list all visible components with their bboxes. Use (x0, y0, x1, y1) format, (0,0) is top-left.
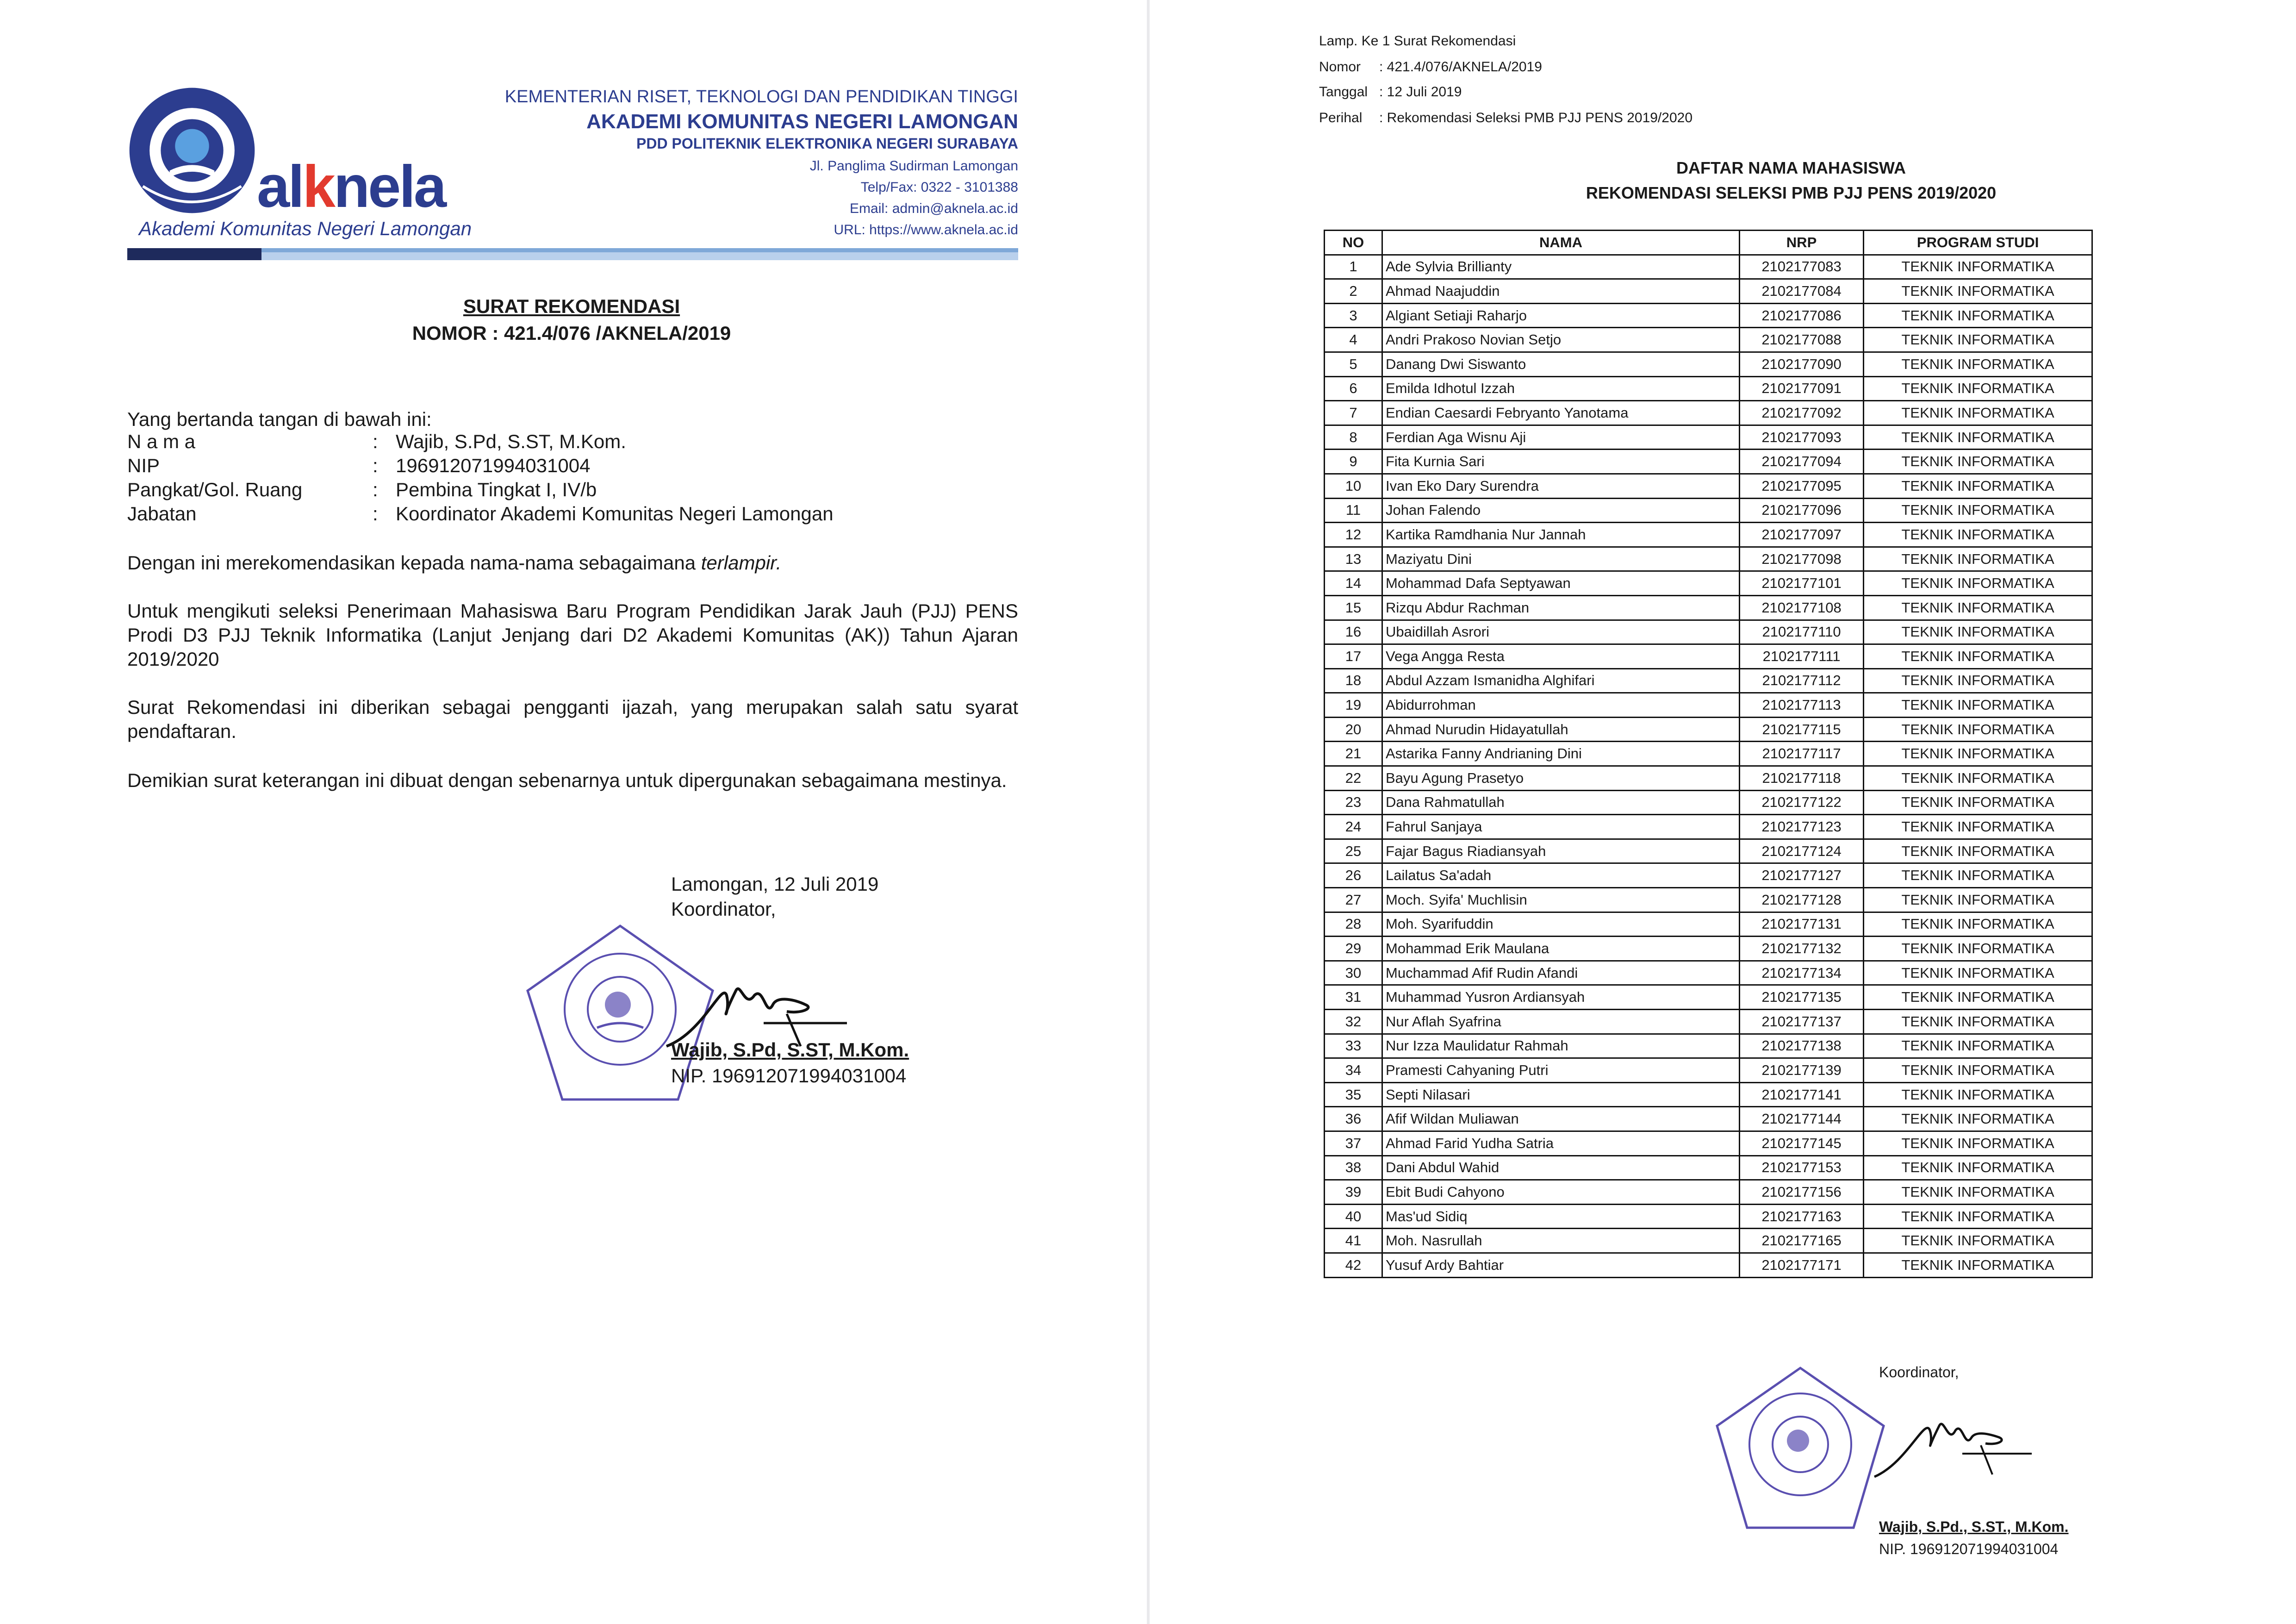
row-nrp: 2102177145 (1739, 1131, 1863, 1156)
row-no: 17 (1325, 644, 1382, 669)
row-nama: Maziyatu Dini (1382, 547, 1740, 571)
row-nama: Ebit Budi Cahyono (1382, 1180, 1740, 1205)
row-nama: Rizqu Abdur Rachman (1382, 595, 1740, 620)
row-nrp: 2102177111 (1739, 644, 1863, 669)
row-nrp: 2102177094 (1739, 450, 1863, 474)
table-row (1325, 1156, 2092, 1180)
list-subtitle: REKOMENDASI SELEKSI PMB PJJ PENS 2019/2020 (1586, 183, 1997, 202)
row-nrp: 2102177086 (1739, 303, 1863, 328)
row-no: 19 (1325, 693, 1382, 718)
signer-role: Koordinator, (671, 898, 776, 920)
row-nrp: 2102177115 (1739, 717, 1863, 742)
header-divider (127, 248, 1018, 260)
row-program: TEKNIK INFORMATIKA (1864, 839, 2092, 863)
row-program: TEKNIK INFORMATIKA (1864, 255, 2092, 279)
row-no: 12 (1325, 523, 1382, 547)
row-program: TEKNIK INFORMATIKA (1864, 352, 2092, 376)
row-nama: Nur Aflah Syafrina (1382, 1010, 1740, 1034)
row-nrp: 2102177163 (1739, 1204, 1863, 1229)
row-nama: Dani Abdul Wahid (1382, 1156, 1740, 1180)
row-nama: Nur Izza Maulidatur Rahmah (1382, 1034, 1740, 1058)
header-email: Email: admin@aknela.ac.id (850, 201, 1018, 216)
column-header-no: NO (1325, 231, 1382, 255)
row-program: TEKNIK INFORMATIKA (1864, 1034, 2092, 1058)
table-row (1325, 985, 2092, 1010)
table-row (1325, 888, 2092, 912)
row-nama: Ivan Eko Dary Surendra (1382, 474, 1740, 498)
row-nama: Moch. Syifa' Muchlisin (1382, 888, 1740, 912)
field-colon: : (373, 455, 378, 476)
attachment-meta-line: Tanggal : 12 Juli 2019 (1319, 84, 1462, 100)
row-program: TEKNIK INFORMATIKA (1864, 985, 2092, 1010)
row-no: 2 (1325, 279, 1382, 304)
header-url: URL: https://www.aknela.ac.id (834, 222, 1018, 237)
row-nama: Afif Wildan Muliawan (1382, 1107, 1740, 1131)
row-nama: Danang Dwi Siswanto (1382, 352, 1740, 376)
row-no: 10 (1325, 474, 1382, 498)
row-nrp: 2102177117 (1739, 742, 1863, 766)
row-nama: Algiant Setiaji Raharjo (1382, 303, 1740, 328)
row-nrp: 2102177127 (1739, 863, 1863, 888)
table-row (1325, 401, 2092, 425)
header-address: Jl. Panglima Sudirman Lamongan (809, 158, 1018, 174)
row-nama: Fahrul Sanjaya (1382, 815, 1740, 839)
field-colon: : (373, 503, 378, 525)
row-nrp: 2102177132 (1739, 937, 1863, 961)
logo-wordmark: alknela (257, 154, 445, 220)
row-nrp: 2102177137 (1739, 1010, 1863, 1034)
row-no: 35 (1325, 1082, 1382, 1107)
table-row (1325, 912, 2092, 937)
table-row (1325, 547, 2092, 571)
table-row (1325, 766, 2092, 791)
field-label: Jabatan (127, 503, 197, 525)
table-row (1325, 1107, 2092, 1131)
row-no: 18 (1325, 668, 1382, 693)
row-program: TEKNIK INFORMATIKA (1864, 668, 2092, 693)
row-nama: Ahmad Naajuddin (1382, 279, 1740, 304)
table-row (1325, 255, 2092, 279)
row-no: 37 (1325, 1131, 1382, 1156)
table-row (1325, 376, 2092, 401)
field-row (127, 455, 834, 479)
row-no: 27 (1325, 888, 1382, 912)
row-program: TEKNIK INFORMATIKA (1864, 912, 2092, 937)
row-program: TEKNIK INFORMATIKA (1864, 815, 2092, 839)
attachment-signer-name: Wajib, S.Pd., S.ST., M.Kom. (1879, 1518, 2069, 1535)
column-header-nrp: NRP (1739, 231, 1863, 255)
field-value: Pembina Tingkat I, IV/b (396, 479, 597, 500)
row-nrp: 2102177110 (1739, 620, 1863, 644)
row-program: TEKNIK INFORMATIKA (1864, 717, 2092, 742)
field-label: Pangkat/Gol. Ruang (127, 479, 303, 500)
column-header-nama: NAMA (1382, 231, 1740, 255)
row-nama: Johan Falendo (1382, 498, 1740, 523)
row-no: 20 (1325, 717, 1382, 742)
row-no: 14 (1325, 571, 1382, 596)
row-no: 16 (1325, 620, 1382, 644)
row-nama: Lailatus Sa'adah (1382, 863, 1740, 888)
row-program: TEKNIK INFORMATIKA (1864, 401, 2092, 425)
table-row (1325, 1082, 2092, 1107)
row-program: TEKNIK INFORMATIKA (1864, 1058, 2092, 1083)
row-no: 39 (1325, 1180, 1382, 1205)
table-row (1325, 693, 2092, 718)
row-nama: Mohammad Dafa Septyawan (1382, 571, 1740, 596)
row-nama: Emilda Idhotul Izzah (1382, 376, 1740, 401)
field-row (127, 431, 834, 455)
row-no: 32 (1325, 1010, 1382, 1034)
table-row (1325, 620, 2092, 644)
signer-name: Wajib, S.Pd, S.ST, M.Kom. (671, 1039, 909, 1061)
table-row (1325, 839, 2092, 863)
row-no: 6 (1325, 376, 1382, 401)
field-row (127, 503, 834, 527)
row-nrp: 2102177118 (1739, 766, 1863, 791)
row-no: 4 (1325, 328, 1382, 352)
row-no: 24 (1325, 815, 1382, 839)
row-nrp: 2102177138 (1739, 1034, 1863, 1058)
table-row (1325, 937, 2092, 961)
row-nama: Ahmad Nurudin Hidayatullah (1382, 717, 1740, 742)
logo-tagline: Akademi Komunitas Negeri Lamongan (139, 218, 472, 239)
row-nama: Astarika Fanny Andrianing Dini (1382, 742, 1740, 766)
table-row (1325, 571, 2092, 596)
row-no: 3 (1325, 303, 1382, 328)
row-program: TEKNIK INFORMATIKA (1864, 742, 2092, 766)
attachment-meta-line: Nomor : 421.4/076/AKNELA/2019 (1319, 59, 1542, 75)
field-value: Wajib, S.Pd, S.ST, M.Kom. (396, 431, 626, 452)
table-row (1325, 303, 2092, 328)
field-value: 196912071994031004 (396, 455, 591, 476)
attachment-signer-nip: NIP. 196912071994031004 (1879, 1541, 2059, 1557)
row-nama: Mas'ud Sidiq (1382, 1204, 1740, 1229)
row-nrp: 2102177088 (1739, 328, 1863, 352)
row-program: TEKNIK INFORMATIKA (1864, 937, 2092, 961)
row-nrp: 2102177098 (1739, 547, 1863, 571)
row-program: TEKNIK INFORMATIKA (1864, 523, 2092, 547)
table-row (1325, 644, 2092, 669)
paragraph-substitute: Surat Rekomendasi ini diberikan sebagai pengganti ijazah, yang merupakan salah satu syarat pendaftaran. (127, 696, 1018, 742)
row-nrp: 2102177092 (1739, 401, 1863, 425)
row-no: 40 (1325, 1204, 1382, 1229)
row-program: TEKNIK INFORMATIKA (1864, 303, 2092, 328)
row-no: 28 (1325, 912, 1382, 937)
row-nrp: 2102177093 (1739, 425, 1863, 450)
row-nama: Mohammad Erik Maulana (1382, 937, 1740, 961)
row-nrp: 2102177128 (1739, 888, 1863, 912)
header-phone: Telp/Fax: 0322 - 3101388 (860, 180, 1018, 195)
field-value: Koordinator Akademi Komunitas Negeri Lamongan (396, 503, 834, 525)
table-row (1325, 668, 2092, 693)
table-row (1325, 450, 2092, 474)
attachment-meta-line: Perihal : Rekomendasi Seleksi PMB PJJ PENS 2019/2020 (1319, 110, 1693, 125)
row-program: TEKNIK INFORMATIKA (1864, 766, 2092, 791)
page-divider (1147, 0, 1150, 1624)
letter-title: SURAT REKOMENDASI (463, 295, 680, 317)
row-no: 5 (1325, 352, 1382, 376)
student-table (1324, 230, 2093, 1278)
row-nrp: 2102177171 (1739, 1253, 1863, 1277)
row-nama: Fajar Bagus Riadiansyah (1382, 839, 1740, 863)
header-parent: PDD POLITEKNIK ELEKTRONIKA NEGERI SURABAYA (636, 135, 1018, 152)
row-nama: Pramesti Cahyaning Putri (1382, 1058, 1740, 1083)
row-nrp: 2102177112 (1739, 668, 1863, 693)
row-nrp: 2102177097 (1739, 523, 1863, 547)
attachment-page (1152, 0, 2296, 1624)
row-program: TEKNIK INFORMATIKA (1864, 425, 2092, 450)
row-nama: Ade Sylvia Brillianty (1382, 255, 1740, 279)
row-nrp: 2102177101 (1739, 571, 1863, 596)
header-institution: AKADEMI KOMUNITAS NEGERI LAMONGAN (586, 110, 1018, 133)
row-no: 31 (1325, 985, 1382, 1010)
row-nama: Ubaidillah Asrori (1382, 620, 1740, 644)
field-label: N a m a (127, 431, 196, 452)
row-no: 15 (1325, 595, 1382, 620)
row-nrp: 2102177134 (1739, 961, 1863, 985)
column-header-program: PROGRAM STUDI (1864, 231, 2092, 255)
row-program: TEKNIK INFORMATIKA (1864, 1229, 2092, 1253)
row-program: TEKNIK INFORMATIKA (1864, 1156, 2092, 1180)
row-nrp: 2102177124 (1739, 839, 1863, 863)
row-no: 25 (1325, 839, 1382, 863)
row-nrp: 2102177095 (1739, 474, 1863, 498)
row-program: TEKNIK INFORMATIKA (1864, 1253, 2092, 1277)
row-program: TEKNIK INFORMATIKA (1864, 1082, 2092, 1107)
row-no: 1 (1325, 255, 1382, 279)
row-nrp: 2102177090 (1739, 352, 1863, 376)
table-row (1325, 1229, 2092, 1253)
table-body (1325, 255, 2092, 1277)
table-row (1325, 790, 2092, 815)
row-program: TEKNIK INFORMATIKA (1864, 693, 2092, 718)
row-program: TEKNIK INFORMATIKA (1864, 595, 2092, 620)
row-nrp: 2102177131 (1739, 912, 1863, 937)
header-ministry: KEMENTERIAN RISET, TEKNOLOGI DAN PENDIDIKAN TINGGI (504, 87, 1018, 106)
table-row (1325, 1253, 2092, 1277)
row-nrp: 2102177084 (1739, 279, 1863, 304)
field-label: NIP (127, 455, 160, 476)
list-title: DAFTAR NAMA MAHASISWA (1676, 158, 1906, 177)
table-row (1325, 1010, 2092, 1034)
attachment-signer-role: Koordinator, (1879, 1364, 1959, 1380)
row-program: TEKNIK INFORMATIKA (1864, 1131, 2092, 1156)
row-nama: Vega Angga Resta (1382, 644, 1740, 669)
row-nrp: 2102177083 (1739, 255, 1863, 279)
table-row (1325, 1131, 2092, 1156)
table-row (1325, 328, 2092, 352)
row-nama: Abidurrohman (1382, 693, 1740, 718)
place-date: Lamongan, 12 Juli 2019 (671, 873, 879, 895)
letter-intro: Yang bertanda tangan di bawah ini: (127, 408, 432, 430)
row-nama: Ahmad Farid Yudha Satria (1382, 1131, 1740, 1156)
row-program: TEKNIK INFORMATIKA (1864, 1180, 2092, 1205)
paragraph-recommendation: Dengan ini merekomendasikan kepada nama-nama sebagaimana terlampir. (127, 552, 782, 574)
row-nama: Fita Kurnia Sari (1382, 450, 1740, 474)
row-program: TEKNIK INFORMATIKA (1864, 790, 2092, 815)
row-nama: Moh. Syarifuddin (1382, 912, 1740, 937)
row-program: TEKNIK INFORMATIKA (1864, 961, 2092, 985)
row-program: TEKNIK INFORMATIKA (1864, 571, 2092, 596)
table-row (1325, 595, 2092, 620)
row-no: 7 (1325, 401, 1382, 425)
row-nrp: 2102177096 (1739, 498, 1863, 523)
row-no: 23 (1325, 790, 1382, 815)
table-row (1325, 863, 2092, 888)
table-row (1325, 742, 2092, 766)
row-no: 30 (1325, 961, 1382, 985)
row-program: TEKNIK INFORMATIKA (1864, 888, 2092, 912)
row-program: TEKNIK INFORMATIKA (1864, 547, 2092, 571)
table-row (1325, 474, 2092, 498)
row-nrp: 2102177144 (1739, 1107, 1863, 1131)
table-row (1325, 961, 2092, 985)
row-nrp: 2102177113 (1739, 693, 1863, 718)
table-row (1325, 815, 2092, 839)
row-no: 26 (1325, 863, 1382, 888)
table-row (1325, 498, 2092, 523)
row-no: 41 (1325, 1229, 1382, 1253)
row-nrp: 2102177091 (1739, 376, 1863, 401)
row-program: TEKNIK INFORMATIKA (1864, 474, 2092, 498)
row-nama: Muhammad Yusron Ardiansyah (1382, 985, 1740, 1010)
row-no: 9 (1325, 450, 1382, 474)
row-program: TEKNIK INFORMATIKA (1864, 620, 2092, 644)
paragraph-closing: Demikian surat keterangan ini dibuat dengan sebenarnya untuk dipergunakan sebagaimana mestinya. (127, 769, 1007, 791)
row-no: 11 (1325, 498, 1382, 523)
official-stamp-icon (1710, 1361, 1891, 1537)
row-program: TEKNIK INFORMATIKA (1864, 1010, 2092, 1034)
table-row (1325, 1204, 2092, 1229)
row-program: TEKNIK INFORMATIKA (1864, 1107, 2092, 1131)
row-no: 33 (1325, 1034, 1382, 1058)
row-nrp: 2102177156 (1739, 1180, 1863, 1205)
row-nrp: 2102177165 (1739, 1229, 1863, 1253)
row-no: 34 (1325, 1058, 1382, 1083)
row-no: 29 (1325, 937, 1382, 961)
row-nama: Endian Caesardi Febryanto Yanotama (1382, 401, 1740, 425)
row-program: TEKNIK INFORMATIKA (1864, 498, 2092, 523)
row-program: TEKNIK INFORMATIKA (1864, 328, 2092, 352)
row-nama: Muchammad Afif Rudin Afandi (1382, 961, 1740, 985)
table-row (1325, 1180, 2092, 1205)
row-no: 38 (1325, 1156, 1382, 1180)
field-colon: : (373, 479, 378, 500)
paragraph-purpose: Untuk mengikuti seleksi Penerimaan Mahasiswa Baru Program Pendidikan Jarak Jauh (PJJ) PENS Prodi D3 PJJ Teknik Informatika (Lanjut Jenjang dari D2 Akademi Komunitas (AK)) Tahun Ajaran 2019/2020 (127, 600, 1018, 670)
row-no: 22 (1325, 766, 1382, 791)
row-nama: Kartika Ramdhania Nur Jannah (1382, 523, 1740, 547)
row-program: TEKNIK INFORMATIKA (1864, 376, 2092, 401)
table-header-row (1325, 231, 2092, 255)
row-no: 36 (1325, 1107, 1382, 1131)
row-nama: Ferdian Aga Wisnu Aji (1382, 425, 1740, 450)
row-nama: Yusuf Ardy Bahtiar (1382, 1253, 1740, 1277)
table-row (1325, 1034, 2092, 1058)
row-program: TEKNIK INFORMATIKA (1864, 279, 2092, 304)
row-nrp: 2102177108 (1739, 595, 1863, 620)
table-row (1325, 1058, 2092, 1083)
table-row (1325, 523, 2092, 547)
row-nrp: 2102177123 (1739, 815, 1863, 839)
row-nama: Moh. Nasrullah (1382, 1229, 1740, 1253)
row-nrp: 2102177122 (1739, 790, 1863, 815)
row-no: 42 (1325, 1253, 1382, 1277)
row-program: TEKNIK INFORMATIKA (1864, 863, 2092, 888)
row-no: 8 (1325, 425, 1382, 450)
row-no: 13 (1325, 547, 1382, 571)
table-row (1325, 425, 2092, 450)
row-nama: Abdul Azzam Ismanidha Alghifari (1382, 668, 1740, 693)
row-nrp: 2102177139 (1739, 1058, 1863, 1083)
signer-fields (127, 431, 834, 527)
field-row (127, 479, 834, 503)
aknela-emblem-icon (125, 83, 259, 218)
signature-icon (1865, 1393, 2041, 1491)
row-nrp: 2102177153 (1739, 1156, 1863, 1180)
letter-number: NOMOR : 421.4/076 /AKNELA/2019 (412, 322, 731, 344)
field-colon: : (373, 431, 378, 452)
row-program: TEKNIK INFORMATIKA (1864, 1204, 2092, 1229)
letter-page (0, 0, 1143, 1624)
row-nrp: 2102177135 (1739, 985, 1863, 1010)
row-nama: Septi Nilasari (1382, 1082, 1740, 1107)
row-program: TEKNIK INFORMATIKA (1864, 450, 2092, 474)
row-nrp: 2102177141 (1739, 1082, 1863, 1107)
table-row (1325, 717, 2092, 742)
row-nama: Andri Prakoso Novian Setjo (1382, 328, 1740, 352)
row-program: TEKNIK INFORMATIKA (1864, 644, 2092, 669)
row-nama: Dana Rahmatullah (1382, 790, 1740, 815)
signer-nip: NIP. 196912071994031004 (671, 1065, 907, 1087)
attachment-meta-line: Lamp. Ke 1 Surat Rekomendasi (1319, 33, 1516, 49)
table-row (1325, 352, 2092, 376)
row-nama: Bayu Agung Prasetyo (1382, 766, 1740, 791)
row-no: 21 (1325, 742, 1382, 766)
table-row (1325, 279, 2092, 304)
